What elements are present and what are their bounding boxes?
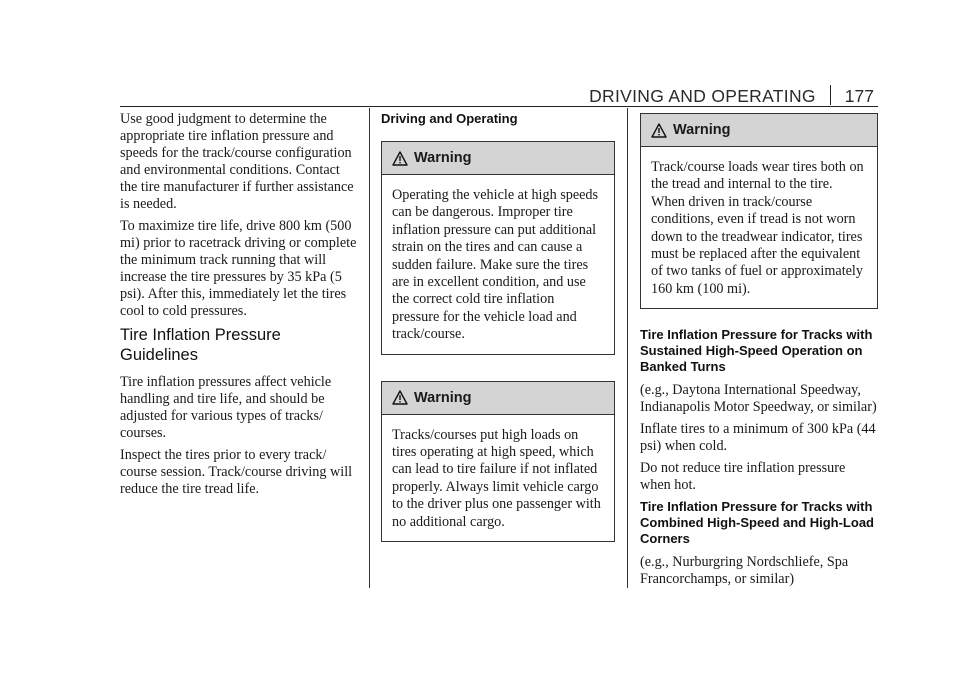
warning-text: Operating the vehicle at high speeds can be dangerous. Improper tire inflation pressure can put additional strain on the tires and can cause a sudden failure. Make sure the tires are in excellent condition, and use the correct cold tire inflation pressure for the vehicle load and track/course.: [392, 187, 599, 343]
continued-subhead: Driving and Operating: [381, 111, 518, 126]
paragraph-tire-life: To maximize tire life, drive 800 km (500 mi) prior to racetrack driving or complete the minimum track running that will increase the tire pressures by 35 kPa (5 psi). After this, immediately let the tires cool to cold pressures.: [120, 218, 357, 319]
paragraph-examples-corners: (e.g., Nurburgring Nordschliefe, Spa Francorchamps, or similar): [640, 554, 849, 588]
column-1: [120, 111, 360, 503]
column-3: [640, 111, 878, 593]
warning-icon: [392, 151, 408, 166]
paragraph-inspect-tires: Inspect the tires prior to every track/ course session. Track/course driving will reduce the tire tread life.: [120, 447, 353, 497]
section-title: DRIVING AND OPERATING: [589, 86, 816, 106]
warning-box-3: [640, 113, 878, 309]
warning-title-bar: [382, 142, 614, 175]
page-header: [589, 82, 874, 107]
warning-title: Warning: [414, 389, 472, 406]
paragraph-judgment: Use good judgment to determine the appropriate tire inflation pressure and speeds for the track/course configuration and environmental conditions. Contact the tire manufacturer if further assistance is needed.: [120, 111, 354, 212]
warning-icon: [392, 390, 408, 405]
paragraph-inflate-minimum: Inflate tires to a minimum of 300 kPa (44 psi) when cold.: [640, 421, 876, 455]
column-2: [381, 111, 615, 542]
warning-title-bar: [382, 382, 614, 415]
column-divider-1: [369, 108, 370, 588]
warning-title: Warning: [673, 122, 731, 138]
paragraph-do-not-reduce: Do not reduce tire inflation pressure when hot.: [640, 460, 846, 494]
subhead-high-load-corners: Tire Inflation Pressure for Tracks with Combined High-Speed and High-Load Corners: [640, 499, 874, 547]
warning-box-1: [381, 141, 615, 355]
warning-icon: [651, 123, 667, 138]
warning-title-bar: [641, 114, 877, 147]
warning-text: Tracks/courses put high loads on tires operating at high speed, which can lead to tire failure if not inflated properly. Always limit vehicle cargo to the driver plus one passenger with no additional cargo.: [392, 426, 601, 530]
header-separator: [830, 85, 831, 105]
warning-box-2: [381, 381, 615, 542]
header-rule: [120, 106, 878, 107]
column-divider-2: [627, 108, 628, 588]
paragraph-examples-banked: (e.g., Daytona International Speedway, Indianapolis Motor Speedway, or similar): [640, 382, 877, 416]
warning-title: Warning: [414, 150, 472, 166]
page-number: 177: [844, 86, 874, 106]
paragraph-inflation-pressures: Tire inflation pressures affect vehicle handling and tire life, and should be adjusted for various types of tracks/ courses.: [120, 374, 332, 441]
subhead-banked-turns: Tire Inflation Pressure for Tracks with Sustained High-Speed Operation on Banked Turns: [640, 327, 873, 375]
warning-text: Track/course loads wear tires both on the tread and internal to the tire. When driven in track/course conditions, even if tread is not worn down to the treadwear indicator, tires must be replaced after the equivalent of two tanks of fuel or approximately 160 km (100 mi).: [651, 159, 864, 297]
section-heading: Tire Inflation Pressure Guidelines: [120, 326, 281, 364]
